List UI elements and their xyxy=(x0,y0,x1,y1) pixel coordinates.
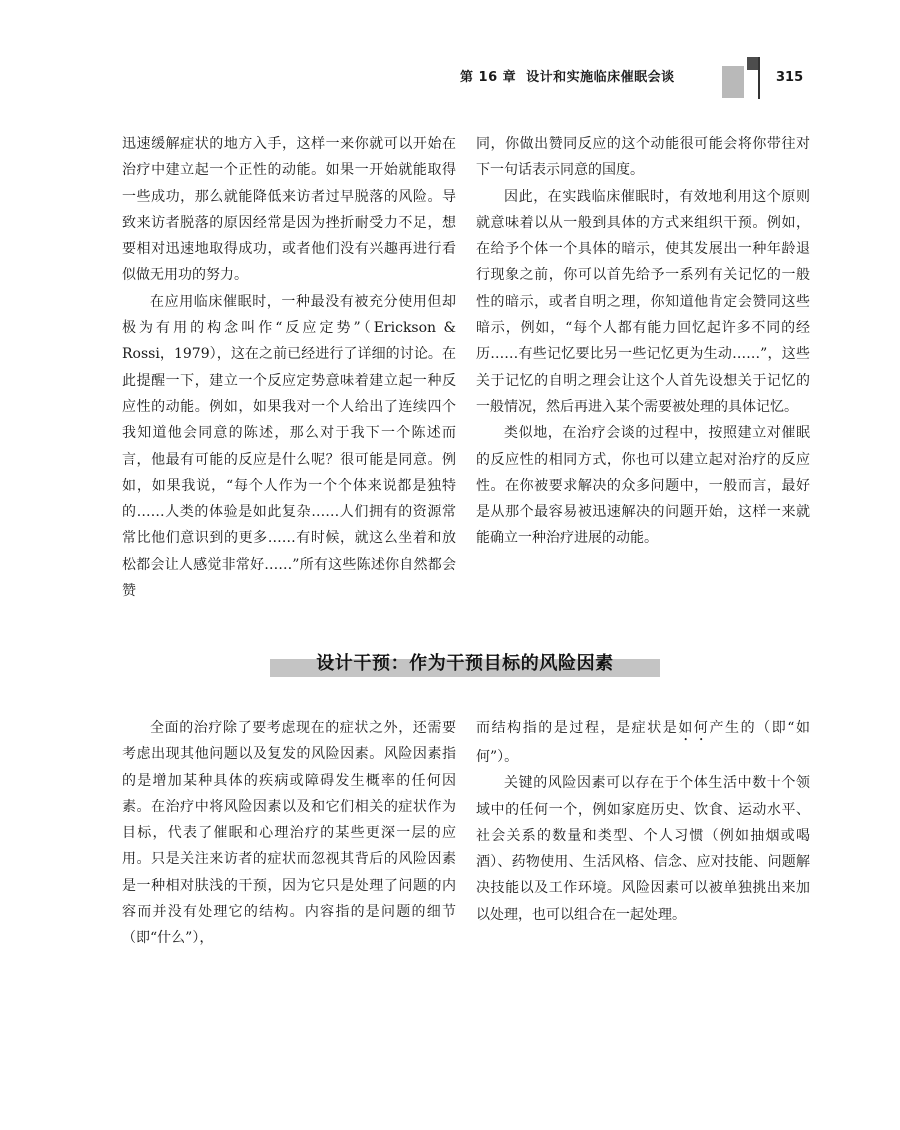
upper-left-column xyxy=(122,131,456,604)
upper-right-column xyxy=(476,131,810,552)
emphasized-word: 如何 xyxy=(678,720,710,736)
paragraph: 因此，在实践临床催眠时，有效地利用这个原则就意味着以从一般到具体的方式来组织干预。例如，在给予个体一个具体的暗示，使其发展出一种年龄退行现象之前，你可以首先给予一系列有关记忆的一般性的暗示，或者自明之理，你知道他肯定会赞同这些暗示，例如，“每个人都有能力回忆起许多不同的经历……有些记忆要比另一些记忆更为生动……”，这些关于记忆的自明之理会让这个人首先设想关于记忆的一般情况，然后再进入某个需要被处理的具体记忆。 xyxy=(476,188,810,415)
running-header xyxy=(460,66,718,90)
paragraph: 全面的治疗除了要考虑现在的症状之外，还需要考虑出现其他问题以及复发的风险因素。风险因素指的是增加某种具体的疾病或障碍发生概率的任何因素。在治疗中将风险因素以及和它们相关的症状作为目标，代表了催眠和心理治疗的某些更深一层的应用。只是关注来访者的症状而忽视其背后的风险因素是一种相对肤浅的干预，因为它只是处理了问题的内容而并没有处理它的结构。内容指的是问题的细节（即“什么”）， xyxy=(122,720,456,947)
paragraph: 关键的风险因素可以存在于个体生活中数十个领域中的任何一个，例如家庭历史、饮食、运动水平、社会关系的数量和类型、个人习惯（例如抽烟或喝酒）、药物使用、生活风格、信念、应对技能、问题解决技能以及工作环境。风险因素可以被单独挑出来加以处理，也可以组合在一起处理。 xyxy=(476,775,810,923)
paragraph: 在应用临床催眠时，一种最没有被充分使用但却极为有用的构念叫作“反应定势”（Erickson & Rossi，1979），这在之前已经进行了详细的讨论。在此提醒一下，建立一个反应定势意味着建立起一种反应性的动能。例如，如果我对一个人给出了连续四个我知道他会同意的陈述，那么对于我下一个陈述而言，他最有可能的反应是什么呢？很可能是同意。例如，如果我说，“每个人作为一个个体来说都是独特的……人类的体验是如此复杂……人们拥有的资源常常比他们意识到的更多……有时候，就这么坐着和放松都会让人感觉非常好……”所有这些陈述你自然都会赞 xyxy=(122,293,456,600)
text-run: 产生的（即“如何”）。 xyxy=(476,720,811,765)
chapter-title: 设计和实施临床催眠会谈 xyxy=(526,70,675,85)
lower-right-column xyxy=(476,715,810,928)
text-run: 而结构指的是过程，是症状是 xyxy=(476,720,679,736)
section-heading: 设计干预：作为干预目标的风险因素 xyxy=(316,653,614,674)
header-decoration-vertical-line xyxy=(758,57,760,99)
header-decoration-gray-block xyxy=(722,66,744,98)
paragraph: 类似地，在治疗会谈的过程中，按照建立对催眠的反应性的相同方式，你也可以建立起对治疗的反应性。在你被要求解决的众多问题中，一般而言，最好是从那个最容易被迅速解决的问题开始，这样一来就能确立一种治疗进展的动能。 xyxy=(476,425,810,547)
lower-left-column xyxy=(122,715,456,952)
paragraph: 同，你做出赞同反应的这个动能很可能会将你带往对下一句话表示同意的国度。 xyxy=(476,136,810,179)
paragraph: 迅速缓解症状的地方入手，这样一来你就可以开始在治疗中建立起一个正性的动能。如果一开始就能取得一些成功，那么就能降低来访者过早脱落的风险。导致来访者脱落的原因经常是因为挫折耐受力不足，想要相对迅速地取得成功，或者他们没有兴趣再进行看似做无用功的努力。 xyxy=(122,136,456,284)
chapter-number: 第 16 章 xyxy=(460,70,517,85)
paragraph xyxy=(476,715,810,770)
page-number: 315 xyxy=(776,70,804,85)
